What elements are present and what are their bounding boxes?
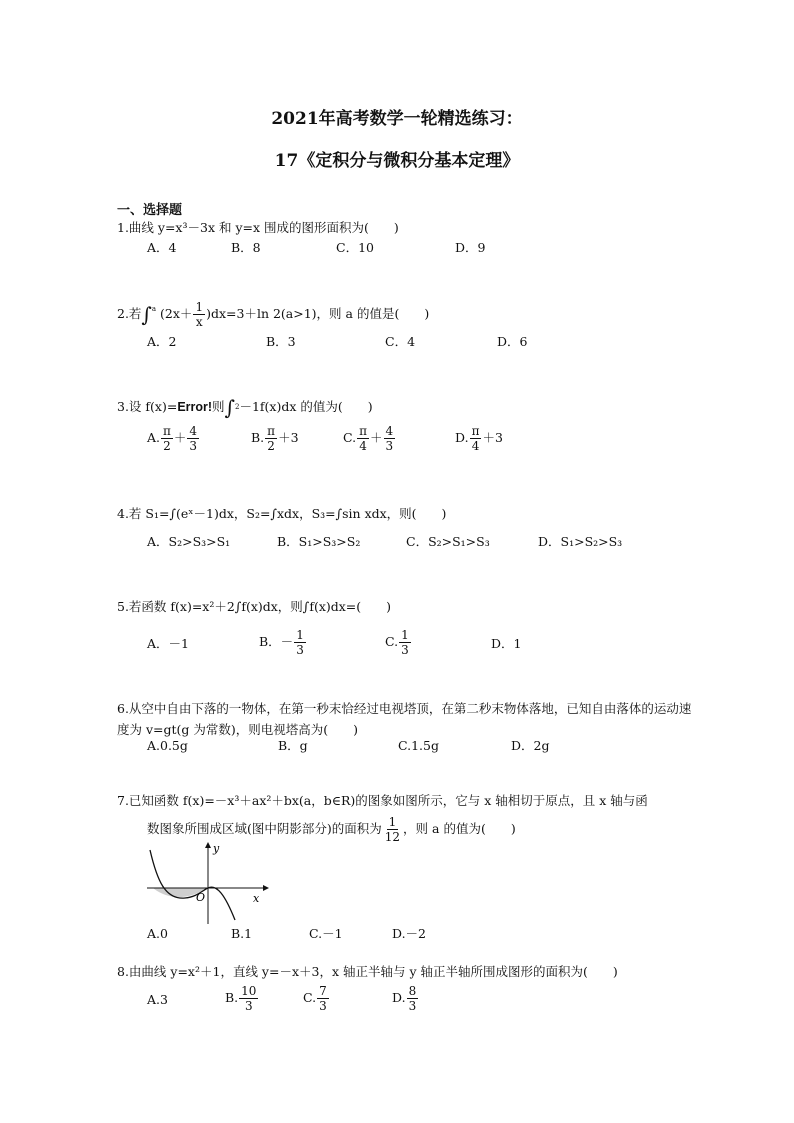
q7-option-b: B.1 xyxy=(231,926,253,941)
question-2: 2.若∫$^a$ (2x＋ $\frac{1}{x}$ )dx=3＋ln 2(a>1)，则 a 的值是( ) xyxy=(117,300,430,329)
q2-option-c: C．4 xyxy=(385,334,416,349)
q3-option-c: C. $\frac{\pi}{4}$ ＋ $\frac{4}{3}$ xyxy=(343,424,394,453)
q6-option-c: C.1.5g xyxy=(398,738,439,753)
question-4: 4.若 S₁=∫(eˣ－1)dx，S₂=∫xdx，S₃=∫sin xdx，则( ) xyxy=(117,506,447,521)
q5-option-c: C. $\frac{1}{3}$ xyxy=(385,628,409,657)
q1-option-a: A．4 xyxy=(147,240,177,255)
question-1: 1.曲线 y=x³－3x 和 y=x 围成的图形面积为( ) xyxy=(117,220,399,235)
question-6: 6.从空中自由下落的一物体，在第一秒末恰经过电视塔顶，在第二秒末物体落地，已知自由落体的运动速度为 v=gt(g 为常数)，则电视塔高为( ) xyxy=(117,701,692,737)
page-title: 2021年高考数学一轮精选练习： xyxy=(271,109,523,129)
q1-option-c: C．10 xyxy=(336,240,374,255)
x-axis-label: x xyxy=(253,892,260,905)
q3-option-b: B. $\frac{\pi}{2}$ ＋3 xyxy=(251,424,299,453)
question-7-line2: 数图象所围成区域(图中阴影部分)的面积为 $\frac{1}{12}$ ，则 a 的值为( ) xyxy=(147,815,516,844)
q7-option-a: A.0 xyxy=(147,926,168,941)
question-5: 5.若函数 f(x)=x²＋2∫f(x)dx，则∫f(x)dx=( ) xyxy=(117,599,392,614)
q8-option-b: B. $\frac{10}{3}$ xyxy=(225,984,257,1013)
y-axis-label: y xyxy=(213,842,220,855)
q5-option-b: B．－ $\frac{1}{3}$ xyxy=(259,628,304,657)
q7-option-c: C.－1 xyxy=(309,926,343,941)
q5-option-a: A．－1 xyxy=(147,636,189,651)
x-axis-arrow xyxy=(263,885,269,891)
q8-option-c: C. $\frac{7}{3}$ xyxy=(303,984,327,1013)
q2-option-d: D．6 xyxy=(497,334,528,349)
origin-label: O xyxy=(196,891,206,904)
y-axis-arrow xyxy=(205,842,211,848)
q2-option-b: B．3 xyxy=(266,334,296,349)
question-3: 3.设 f(x)=Error!则∫$^2$－1f(x)dx 的值为( ) xyxy=(117,395,373,420)
q4-option-c: C．S₂>S₁>S₃ xyxy=(406,534,490,549)
q3-option-a: A. $\frac{\pi}{2}$ ＋ $\frac{4}{3}$ xyxy=(147,424,198,453)
q4-option-a: A．S₂>S₃>S₁ xyxy=(147,534,231,549)
page-subtitle: 17《定积分与微积分基本定理》 xyxy=(274,151,520,171)
q4-option-d: D．S₁>S₂>S₃ xyxy=(538,534,623,549)
q1-option-d: D．9 xyxy=(455,240,486,255)
q8-option-a: A.3 xyxy=(147,992,168,1007)
q4-option-b: B．S₁>S₃>S₂ xyxy=(277,534,361,549)
q8-option-d: D. $\frac{8}{3}$ xyxy=(392,984,417,1013)
q6-option-b: B．g xyxy=(278,738,308,753)
q7-option-d: D.－2 xyxy=(392,926,427,941)
q2-option-a: A．2 xyxy=(147,334,177,349)
section-heading: 一、选择题 xyxy=(117,203,183,218)
function-curve xyxy=(150,850,235,920)
q5-option-d: D．1 xyxy=(491,636,522,651)
q6-option-a: A.0.5g xyxy=(147,738,188,753)
q1-option-b: B．8 xyxy=(231,240,261,255)
question-8: 8.由曲线 y=x²＋1，直线 y=－x＋3，x 轴正半轴与 y 轴正半轴所围成图形的面积为( ) xyxy=(117,964,618,979)
q6-option-d: D．2g xyxy=(511,738,550,753)
q3-option-d: D. $\frac{\pi}{4}$ ＋3 xyxy=(455,424,503,453)
function-graph xyxy=(145,840,270,925)
question-7-line1: 7.已知函数 f(x)=－x³＋ax²＋bx(a，b∈R)的图象如图所示，它与 x 轴相切于原点，且 x 轴与函 xyxy=(117,793,648,808)
